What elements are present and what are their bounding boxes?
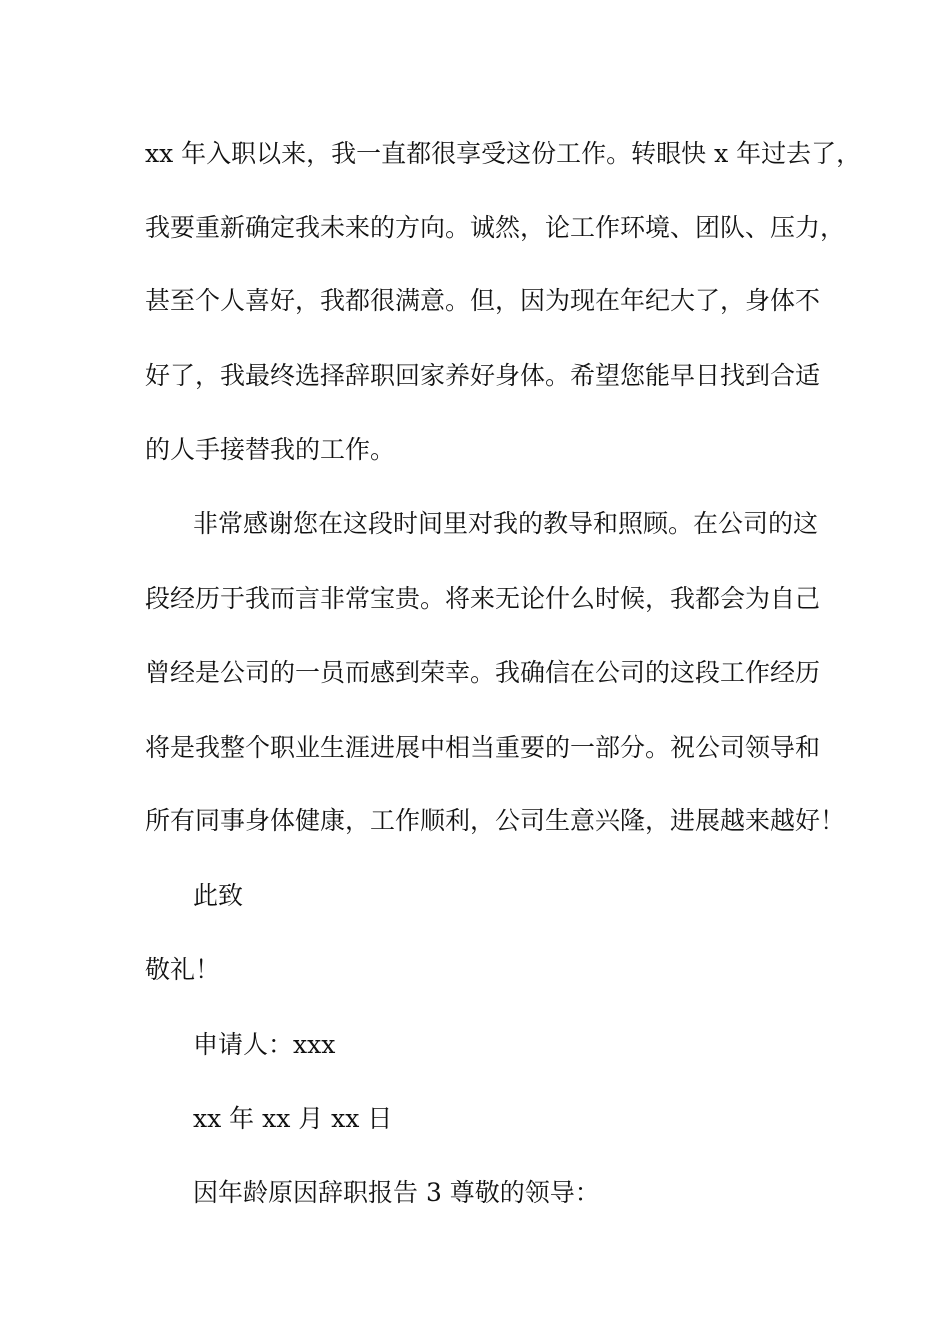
paragraph1-line-1: xx 年入职以来，我一直都很享受这份工作。转眼快 x 年过去了， bbox=[145, 139, 862, 168]
paragraph1-line-4: 好了，我最终选择辞职回家养好身体。希望您能早日找到合适 bbox=[145, 361, 821, 390]
salute-text: 敬礼！ bbox=[145, 955, 221, 984]
paragraph1-line-2: 我要重新确定我未来的方向。诚然，论工作环境、团队、压力， bbox=[145, 213, 846, 242]
paragraph1-line-5: 的人手接替我的工作。 bbox=[145, 435, 396, 464]
paragraph2-line-5: 所有同事身体健康，工作顺利，公司生意兴隆，进展越来越好！ bbox=[145, 806, 846, 835]
applicant-line: 申请人：xxx bbox=[193, 1030, 336, 1059]
paragraph2-line-2: 段经历于我而言非常宝贵。将来无论什么时候，我都会为自己 bbox=[145, 584, 821, 613]
paragraph2-line-3: 曾经是公司的一员而感到荣幸。我确信在公司的这段工作经历 bbox=[145, 658, 821, 687]
paragraph2-line-1: 非常感谢您在这段时间里对我的教导和照顾。在公司的这 bbox=[193, 509, 819, 538]
paragraph1-line-3: 甚至个人喜好，我都很满意。但，因为现在年纪大了，身体不 bbox=[145, 286, 821, 315]
next-report-title: 因年龄原因辞职报告 3 尊敬的领导： bbox=[193, 1178, 600, 1207]
closing-text: 此致 bbox=[193, 881, 244, 910]
date-line: xx 年 xx 月 xx 日 bbox=[193, 1104, 393, 1133]
paragraph2-line-4: 将是我整个职业生涯进展中相当重要的一部分。祝公司领导和 bbox=[145, 733, 821, 762]
